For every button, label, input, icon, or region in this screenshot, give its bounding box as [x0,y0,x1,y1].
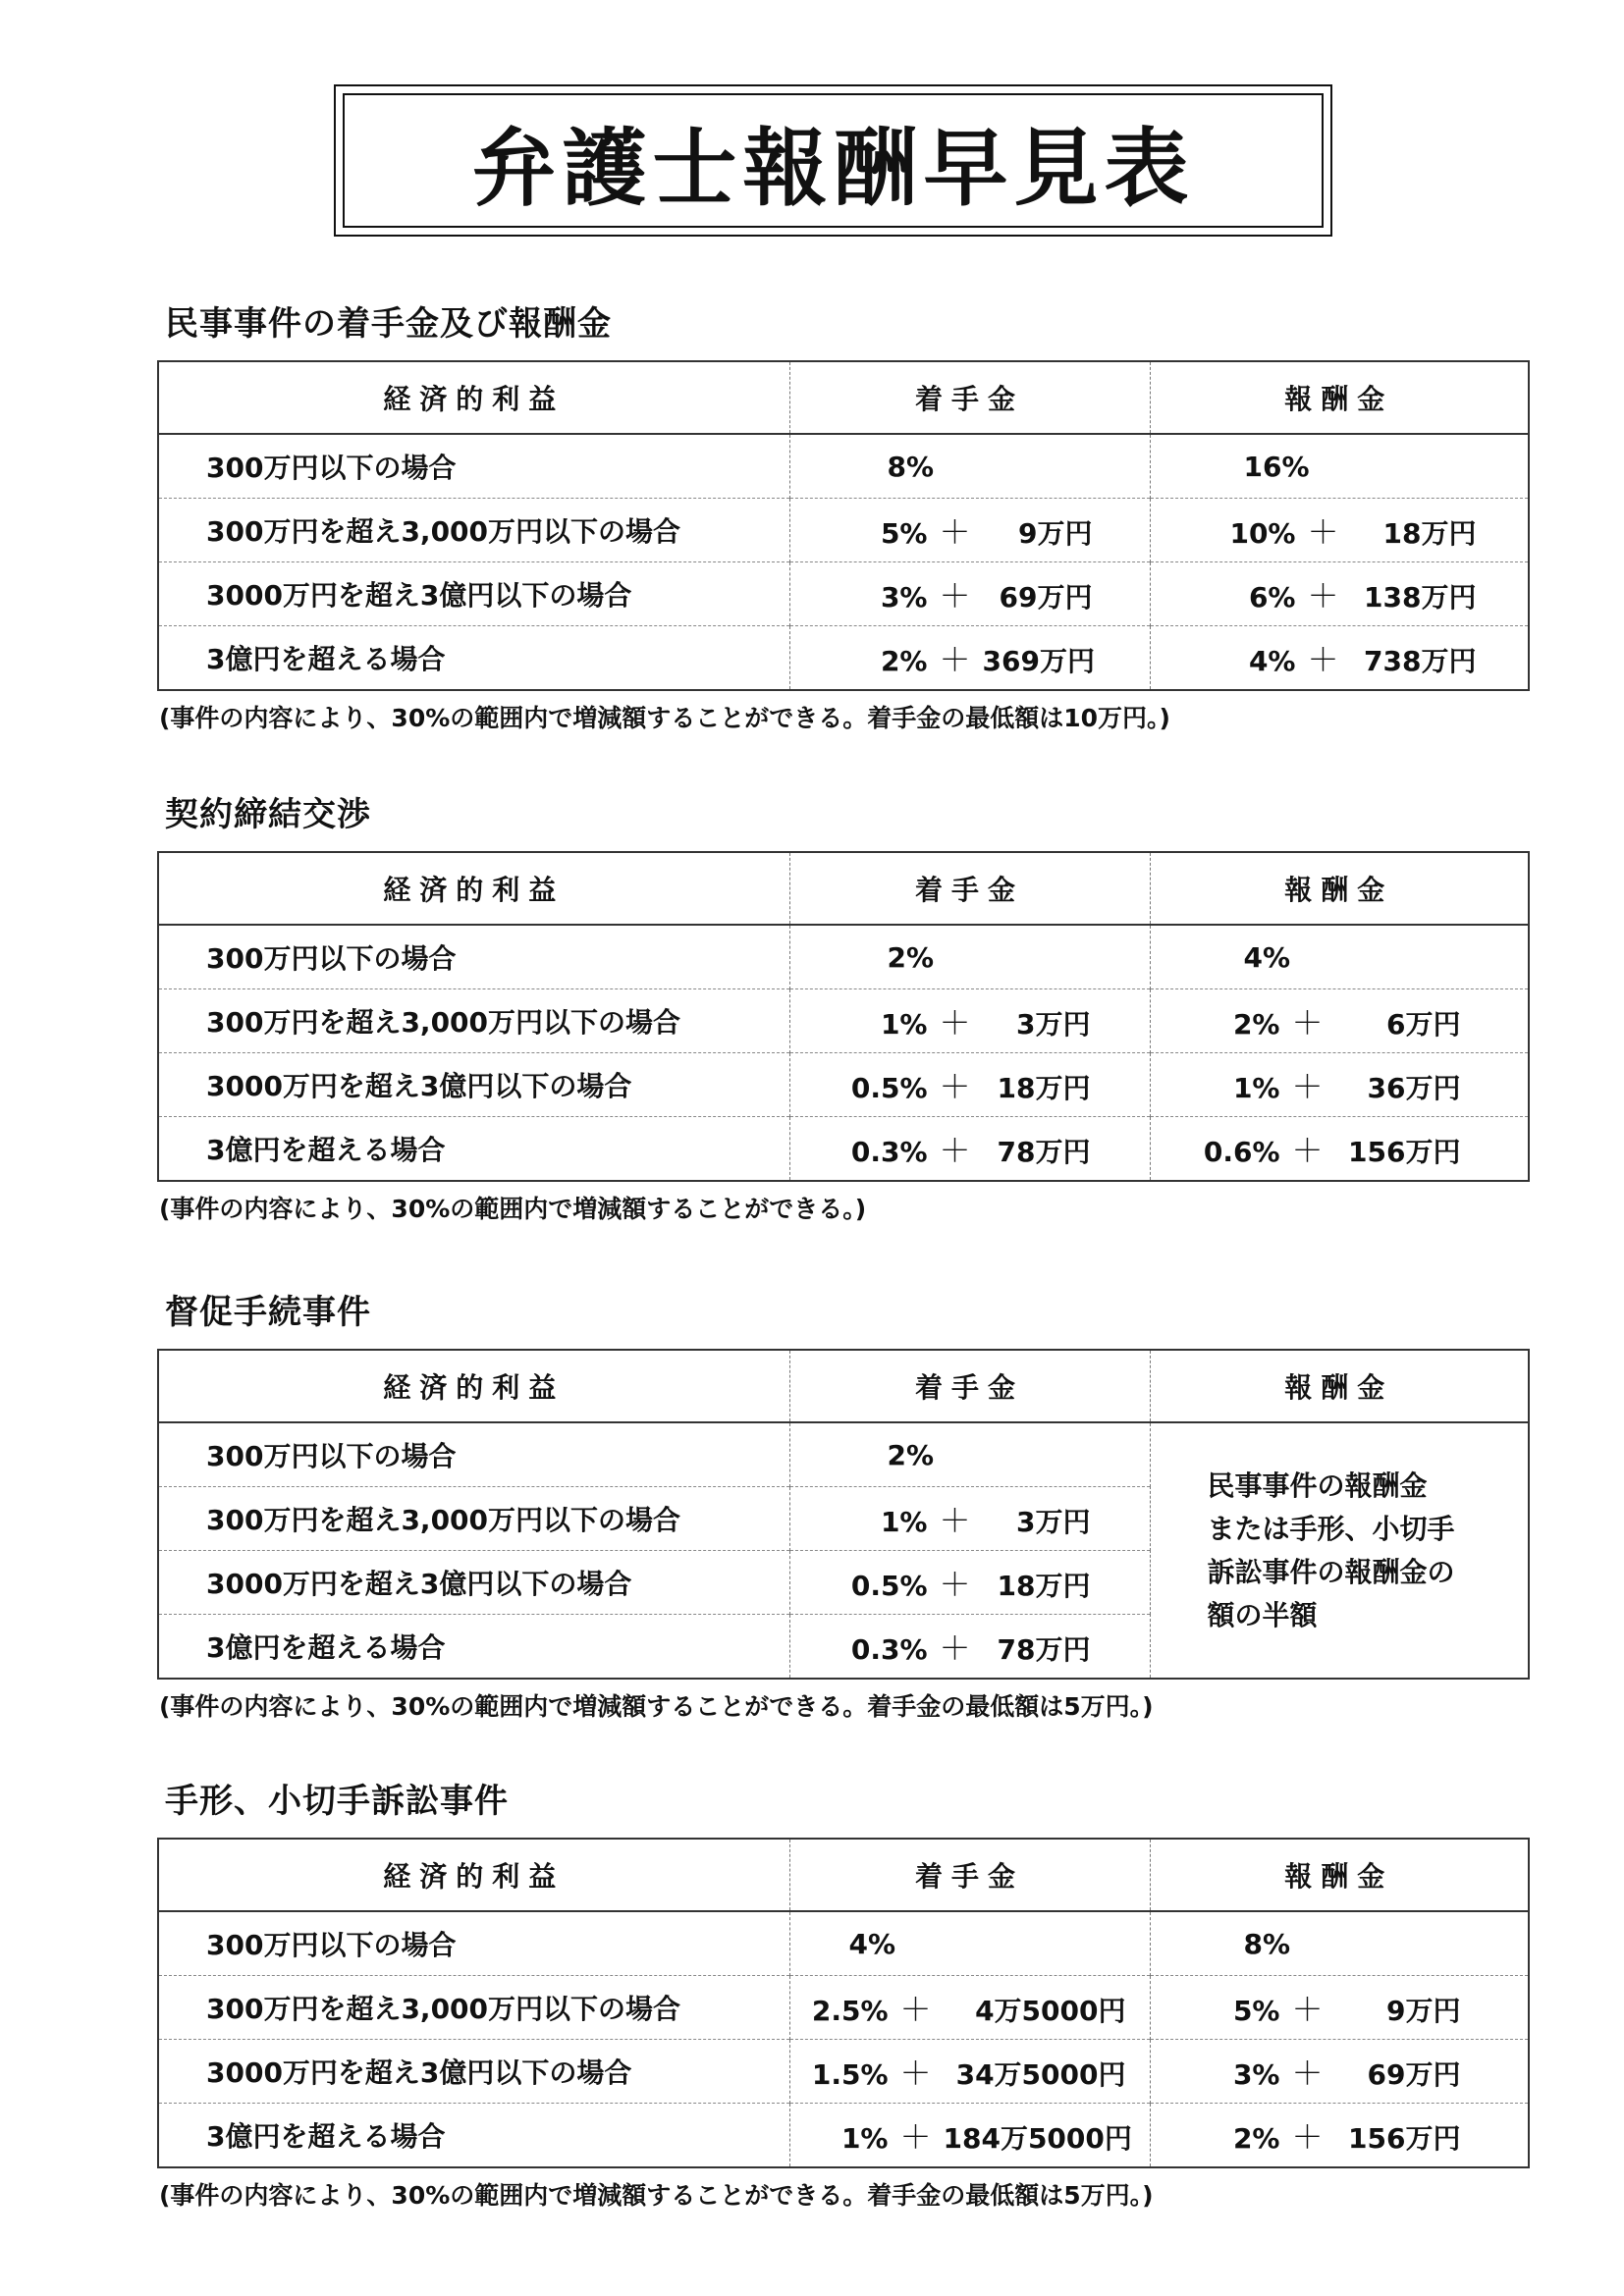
reward-rate: 3% [1232,2058,1280,2091]
retainer-amount: 69万円 [999,581,1093,614]
fee-table [157,1838,1530,2168]
reward-rate: 2% [1232,2122,1280,2155]
reward-note-line: 訴訟事件の報酬金の [1207,1555,1455,1588]
reward-rate: 16% [1243,450,1310,483]
retainer-rate: 2% [880,645,928,677]
reward-cell [1150,925,1529,989]
row-label: 300万円を超え3,000万円以下の場合 [158,1976,789,2040]
reward-rate: 2% [1232,1008,1280,1041]
reward-rate: 10% [1229,517,1296,550]
table-header-row [158,1839,1529,1911]
reward-cell [1150,499,1529,562]
reward-amount: 156万円 [1348,1136,1461,1168]
plus-sign: ＋ [939,1068,971,1105]
plus-sign: ＋ [1291,1991,1324,2028]
row-label: 300万円を超え3,000万円以下の場合 [158,989,789,1053]
header-economic-benefit: 経済的利益 [158,1839,789,1911]
table-row [158,434,1529,499]
header-reward-fee: 報酬金 [1150,361,1529,434]
section-note: (事件の内容により、30%の範囲内で増減額することができる。) [159,1195,867,1223]
row-label: 3000万円を超え3億円以下の場合 [158,2040,789,2104]
reward-cell [1150,1053,1529,1117]
row-label: 300万円以下の場合 [206,1929,457,1961]
reward-cell [1150,562,1529,626]
fee-table [157,360,1530,691]
retainer-rate: 1.5% [811,2058,889,2091]
retainer-rate: 0.3% [850,1633,928,1666]
retainer-rate: 0.5% [850,1072,928,1104]
reward-rate: 8% [1243,1927,1291,1960]
plus-sign: ＋ [1307,577,1339,614]
retainer-rate: 2% [887,1438,935,1471]
header-economic-benefit: 経済的利益 [158,852,789,925]
plus-sign: ＋ [899,1991,932,2028]
retainer-cell [789,1053,1150,1117]
retainer-amount: 369万円 [982,645,1095,677]
plus-sign: ＋ [1291,1068,1324,1105]
retainer-cell [789,499,1150,562]
table-row [158,2040,1529,2104]
retainer-cell [789,1911,1150,1976]
table-row [158,1976,1529,2040]
plus-sign: ＋ [939,641,971,678]
section-note: (事件の内容により、30%の範囲内で増減額することができる。着手金の最低額は5万円。) [159,2181,1154,2210]
table-row [158,2104,1529,2168]
reward-note-line: 民事事件の報酬金 [1207,1468,1428,1502]
header-retainer-fee: 着手金 [789,852,1150,925]
table-row [158,1117,1529,1182]
retainer-cell [789,1976,1150,2040]
reward-cell [1150,2040,1529,2104]
reward-amount: 6万円 [1386,1008,1461,1041]
plus-sign: ＋ [1291,2118,1324,2156]
reward-rate: 1% [1232,1072,1280,1104]
table-row [158,499,1529,562]
retainer-cell [789,989,1150,1053]
fee-table [157,1349,1530,1680]
retainer-cell [789,434,1150,499]
header-economic-benefit: 経済的利益 [158,1350,789,1422]
retainer-rate: 8% [887,450,935,483]
plus-sign: ＋ [939,1502,971,1539]
header-reward-fee: 報酬金 [1150,1350,1529,1422]
retainer-amount: 18万円 [997,1072,1091,1104]
table-row [158,1422,1529,1487]
table-row [158,925,1529,989]
retainer-rate: 0.5% [850,1570,928,1602]
retainer-rate: 1% [880,1506,928,1538]
table-row [158,626,1529,691]
reward-rate: 4% [1248,645,1296,677]
retainer-amount: 3万円 [1016,1008,1091,1041]
reward-amount: 69万円 [1367,2058,1461,2091]
table-header-row [158,1350,1529,1422]
retainer-amount: 78万円 [997,1136,1091,1168]
retainer-rate: 4% [848,1927,896,1960]
reward-rate: 0.6% [1203,1136,1280,1168]
header-reward-fee: 報酬金 [1150,1839,1529,1911]
reward-cell [1150,1911,1529,1976]
reward-cell [1150,1976,1529,2040]
section-note: (事件の内容により、30%の範囲内で増減額することができる。着手金の最低額は10万円。) [159,704,1170,732]
plus-sign: ＋ [1291,2055,1324,2092]
table-row [158,989,1529,1053]
table-header-row [158,361,1529,434]
retainer-amount: 18万円 [997,1570,1091,1602]
retainer-cell [789,562,1150,626]
retainer-cell [789,1117,1150,1182]
retainer-cell [789,925,1150,989]
row-label: 300万円を超え3,000万円以下の場合 [158,1487,789,1551]
retainer-cell [789,2040,1150,2104]
row-label: 3億円を超える場合 [158,1615,789,1680]
retainer-amount: 78万円 [997,1633,1091,1666]
page-title: 弁護士報酬早見表 [471,119,1195,218]
section-payment-demand [157,1288,1532,1729]
plus-sign: ＋ [939,577,971,614]
plus-sign: ＋ [899,2118,932,2156]
reward-amount: 738万円 [1364,645,1477,677]
retainer-cell [789,1615,1150,1680]
retainer-cell [789,2104,1150,2168]
section-bill-check-litigation [157,1777,1532,2217]
row-label: 3億円を超える場合 [158,2104,789,2168]
table-row [158,562,1529,626]
reward-cell [1150,434,1529,499]
plus-sign: ＋ [939,1004,971,1041]
plus-sign: ＋ [1291,1004,1324,1041]
table-row [158,1911,1529,1976]
section-title: 契約締結交渉 [165,795,371,834]
row-label: 3000万円を超え3億円以下の場合 [158,1551,789,1615]
reward-rate: 6% [1248,581,1296,614]
reward-merged-cell [1150,1422,1529,1679]
row-label: 300万円を超え3,000万円以下の場合 [158,499,789,562]
retainer-amount: 4万5000円 [975,1995,1126,2027]
plus-sign: ＋ [1291,1132,1324,1169]
section-civil-case [157,299,1532,740]
row-label: 3000万円を超え3億円以下の場合 [158,1053,789,1117]
retainer-rate: 1% [840,2122,889,2155]
reward-cell [1150,2104,1529,2168]
reward-amount: 156万円 [1348,2122,1461,2155]
plus-sign: ＋ [939,1629,971,1667]
row-label: 300万円以下の場合 [206,452,457,484]
reward-amount: 18万円 [1382,517,1477,550]
retainer-rate: 0.3% [850,1136,928,1168]
retainer-cell [789,1422,1150,1487]
retainer-cell [789,1551,1150,1615]
section-title: 手形、小切手訴訟事件 [165,1782,509,1821]
plus-sign: ＋ [939,513,971,551]
section-contract-negotiation [157,790,1532,1231]
reward-rate: 5% [1232,1995,1280,2027]
row-label: 3000万円を超え3億円以下の場合 [158,562,789,626]
retainer-cell [789,1487,1150,1551]
retainer-rate: 5% [880,517,928,550]
reward-rate: 4% [1243,940,1291,974]
reward-amount: 36万円 [1367,1072,1461,1104]
row-label: 3億円を超える場合 [158,1117,789,1182]
retainer-rate: 2% [887,940,935,974]
table-row [158,1053,1529,1117]
table-header-row [158,852,1529,925]
reward-amount: 9万円 [1386,1995,1461,2027]
header-reward-fee: 報酬金 [1150,852,1529,925]
retainer-cell [789,626,1150,691]
reward-note-line: または手形、小切手 [1207,1512,1455,1545]
row-label: 300万円以下の場合 [206,942,457,975]
retainer-rate: 3% [880,581,928,614]
retainer-amount: 3万円 [1016,1506,1091,1538]
reward-cell [1150,626,1529,691]
fee-table [157,851,1530,1182]
reward-amount: 138万円 [1364,581,1477,614]
plus-sign: ＋ [939,1132,971,1169]
retainer-rate: 2.5% [811,1995,889,2027]
section-note: (事件の内容により、30%の範囲内で増減額することができる。着手金の最低額は5万円。) [159,1692,1154,1721]
retainer-rate: 1% [880,1008,928,1041]
plus-sign: ＋ [1307,641,1339,678]
title-frame [334,84,1332,237]
plus-sign: ＋ [939,1566,971,1603]
plus-sign: ＋ [899,2055,932,2092]
row-label: 300万円以下の場合 [206,1440,457,1472]
header-retainer-fee: 着手金 [789,361,1150,434]
section-title: 督促手続事件 [165,1293,371,1332]
retainer-amount: 34万5000円 [955,2058,1126,2091]
section-title: 民事事件の着手金及び報酬金 [165,304,612,344]
reward-cell [1150,989,1529,1053]
row-label: 3億円を超える場合 [158,626,789,691]
retainer-amount: 184万5000円 [943,2122,1132,2155]
reward-cell [1150,1117,1529,1182]
plus-sign: ＋ [1307,513,1339,551]
title-inner-frame [343,93,1324,228]
retainer-amount: 9万円 [1018,517,1093,550]
header-economic-benefit: 経済的利益 [158,361,789,434]
header-retainer-fee: 着手金 [789,1839,1150,1911]
reward-note-line: 額の半額 [1207,1598,1318,1631]
header-retainer-fee: 着手金 [789,1350,1150,1422]
